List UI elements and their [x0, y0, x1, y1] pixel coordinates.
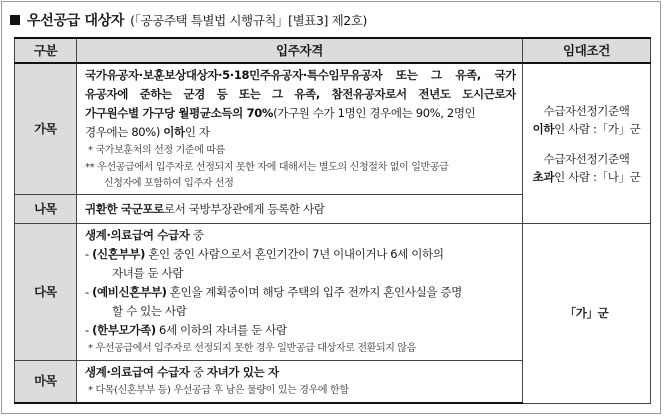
da-item1-cont: 자녀를 둔 사람 [112, 266, 184, 280]
ga-note2a: ** 우선공급에서 입주자로 선정되지 못한 자에 대해서는 별도의 신청절차 없이 일반공급 [85, 162, 449, 173]
qualification-ma [77, 361, 523, 404]
ga-line2: 유공자에 준하는 군경 등 또는 그 유족, 참전유공자로서 전년도 도시근로자 [85, 87, 516, 101]
ma-bold: 생계·의료급여 수급자 [85, 365, 190, 379]
ga-line4-post: 인 자 [184, 125, 210, 139]
da-item3-label: (한부모가족) [92, 323, 156, 337]
na-bold: 귀환한 국군포로 [85, 201, 164, 216]
ga-note1: * 국가보훈처의 선정 기준에 따름 [88, 145, 225, 156]
group-da: 다목 [15, 224, 77, 361]
group-na: 나목 [15, 195, 77, 224]
da-intro-bold: 생계·의료급여 수급자 [85, 228, 190, 242]
priority-supply-table [14, 37, 651, 404]
cond1-rest: 인 사람 :「가」군 [554, 121, 641, 136]
cond1-line1: 수급자선정기준액 [543, 103, 630, 118]
square-bullet-icon [10, 15, 20, 25]
title-heading: 우선공급 대상자 [27, 13, 125, 29]
group-ma: 마목 [15, 361, 77, 404]
ga-line4-bold: 이하 [163, 125, 185, 139]
da-item2-text: 혼인을 계획중이며 해당 주택의 입주 전까지 혼인사실을 증명 [166, 285, 462, 299]
ga-note2b: 신청자에 포함하여 입주자 선정 [104, 178, 234, 189]
header-qualification: 입주자격 [77, 38, 523, 63]
condition-ga-na [523, 63, 651, 224]
ga-line1: 국가유공자·보훈보상대상자·5·18민주유공자·특수임무유공자 또는 그 유족, 국가 [85, 68, 516, 82]
cond1-bold: 이하 [532, 121, 555, 136]
ga-line4-pre: 경우에는 80%) [85, 125, 164, 139]
ga-line3-rest: (가구원 수가 1명인 경우에는 90%, 2명인 [273, 106, 476, 120]
table-header-row [15, 38, 651, 63]
cond2-bold: 초과 [532, 169, 555, 184]
da-item2-cont: 할 수 있는 사람 [112, 304, 187, 318]
table-row-ga [15, 63, 651, 195]
qualification-ga [77, 63, 523, 195]
condition-da-ma: 「가」군 [523, 224, 651, 404]
da-item2-label: (예비신혼부부) [92, 285, 167, 299]
da-item1-label: (신혼부부) [92, 247, 145, 261]
cond2-line1: 수급자선정기준액 [543, 151, 630, 166]
na-rest: 로서 국방부장관에게 등록한 사람 [163, 201, 325, 216]
da-note: * 우선공급에서 입주자로 선정되지 못한 경우 일반공급 대상자로 전환되지 않음 [88, 343, 417, 354]
ma-bold2: 자녀가 있는 자 [206, 365, 279, 379]
section-title [10, 9, 367, 31]
group-ga: 가목 [15, 63, 77, 195]
header-lease: 임대조건 [523, 38, 651, 63]
da-item1-text: 혼인 중인 사람으로서 혼인기간이 7년 이내이거나 6세 이하의 [144, 247, 444, 261]
ga-line3-bold: 가구원수별 가구당 월평균소득의 70% [85, 106, 274, 120]
table-row-da [15, 224, 651, 361]
qualification-na [77, 195, 523, 224]
ma-mid: 중 [189, 365, 207, 379]
title-source: (「공공주택 특별법 시행규칙」[별표3] 제2호) [130, 13, 367, 28]
cond2-rest: 인 사람 :「나」군 [554, 169, 641, 184]
ma-note: * 다목(신혼부부 등) 우선공급 후 남은 물량이 있는 경우에 한함 [88, 385, 349, 396]
qualification-da: 생계·의료급여 수급자 중 - (신혼부부) 혼인 중인 사람으로서 혼인기간이 7년 이내이거나 6세 이하의 자녀를 둔 사람 - (예비신혼부부) 혼인을 계획중이며 해당 주택의 입주 전까지 혼인사실을 증명 할 수 있는 사람 - (한부모가족) 6세 이하의 자녀를 둔 사람 * 우선공급에서 입주자로 선정되지 못한 경우 일반공급 대상자로 전환되지 않음 [77, 224, 523, 361]
da-item3-text: 6세 이하의 자녀를 둔 사람 [155, 323, 287, 337]
header-group: 구분 [15, 38, 77, 63]
da-intro-rest: 중 [189, 228, 204, 242]
